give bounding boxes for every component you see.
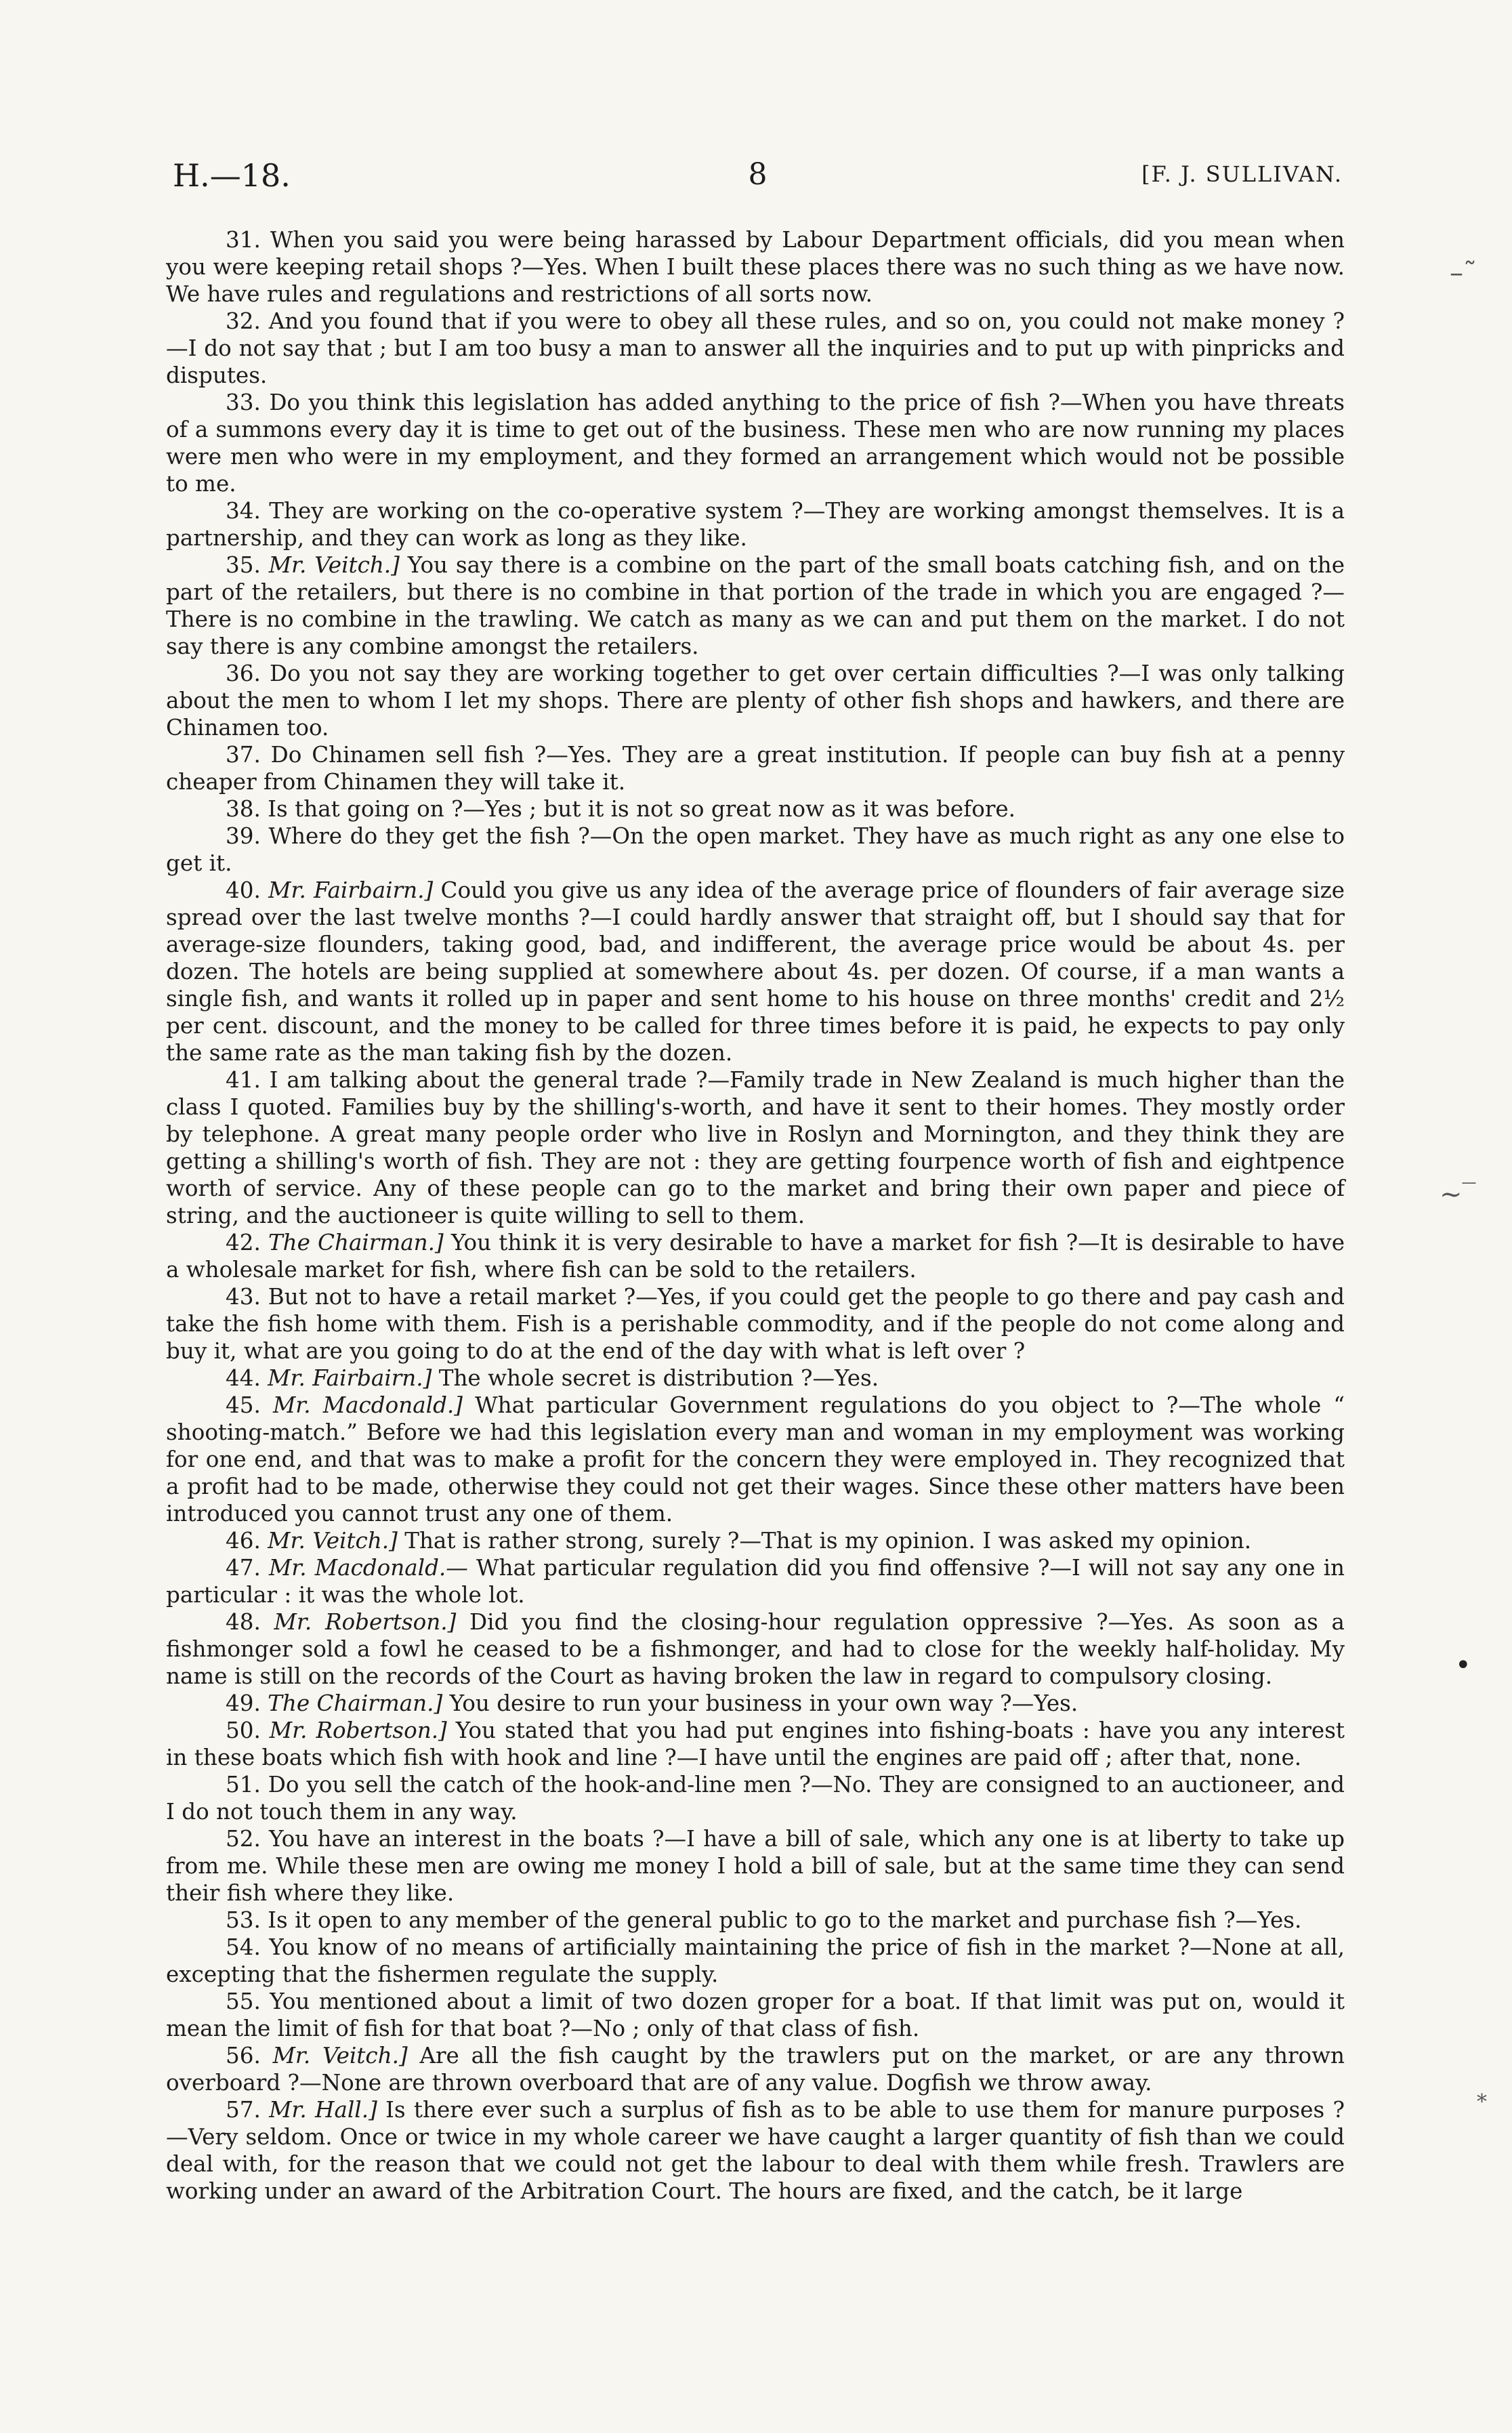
paragraph-text: The whole secret is distribution ?—Yes. (438, 1365, 879, 1391)
paragraph-text: You say there is a combine on the part of the small boats catching fish, and on the part of the retailers, but there is no combine in that portion of the trade in which you are engaged ?—There is no combine in the trawling. We catch as many as we can and put them on the market. I do not say there is any combine amongst the retailers. (166, 552, 1345, 659)
question-number: 43. (226, 1284, 268, 1310)
document-code: H.—18. (173, 157, 291, 194)
paragraph-text: But not to have a retail market ?—Yes, if you could get the people to go there and pay cash and take the fish home with them. Fish is a perishable commodity, and if the people do not come along and buy it, what are you going to do at the end of the day with what is left over ? (166, 1284, 1345, 1364)
evidence-paragraph (166, 2096, 1345, 2205)
evidence-paragraph (166, 1229, 1345, 1283)
paragraph-text: Do you sell the catch of the hook-and-line men ?—No. They are consigned to an auctioneer, and I do not touch them in any way. (166, 1772, 1345, 1825)
paragraph-text: When you said you were being harassed by Labour Department officials, did you mean when you were keeping retail shops ?—Yes. When I built these places there was no such thing as we have now. We have rules and regulations and restrictions of all sorts now. (166, 227, 1345, 307)
question-number: 32. (226, 308, 269, 334)
paragraph-text: What particular regulation did you find offensive ?—I will not say any one in particular : it was the whole lot. (166, 1555, 1345, 1608)
speaker-name: Mr. Fairbairn.] (268, 1365, 432, 1391)
evidence-paragraph (166, 823, 1345, 877)
question-number: 56. (226, 2043, 273, 2068)
paragraph-text: Is that going on ?—Yes ; but it is not so great now as it was before. (268, 796, 1016, 822)
paragraph-text: Where do they get the fish ?—On the open market. They have as much right as any one else to get it. (166, 823, 1345, 876)
paragraph-text: Do you not say they are working together to get over certain difficulties ?—I was only talking about the men to whom I let my shops. There are plenty of other fish shops and hawkers, and there are Chinamen too. (166, 661, 1345, 741)
evidence-paragraph (166, 1907, 1345, 1934)
speaker-name: Mr. Veitch.] (268, 552, 400, 578)
paragraph-text: Is it open to any member of the general public to go to the market and purchase fish ?—Yes. (268, 1907, 1302, 1933)
speaker-name: Mr. Robertson.] (274, 1609, 457, 1635)
question-number: 57. (226, 2097, 270, 2123)
question-number: 36. (226, 661, 270, 686)
evidence-paragraph (166, 308, 1345, 389)
evidence-paragraph (166, 1717, 1345, 1771)
question-number: 39. (226, 823, 269, 849)
margin-mark-icon: ~‾ (1440, 1179, 1476, 1210)
question-number: 55. (226, 1989, 270, 2014)
evidence-paragraph (166, 877, 1345, 1066)
evidence-paragraph (166, 1988, 1345, 2042)
evidence-paragraph (166, 1554, 1345, 1608)
evidence-paragraph (166, 1527, 1345, 1554)
evidence-paragraph (166, 1066, 1345, 1229)
question-number: 40. (226, 877, 269, 903)
evidence-paragraph (166, 660, 1345, 741)
evidence-text (166, 226, 1345, 2205)
question-number: 52. (226, 1826, 269, 1852)
margin-mark-icon: * (1477, 2090, 1487, 2114)
question-number: 54. (226, 1934, 270, 1960)
question-number: 44. (226, 1365, 268, 1391)
paragraph-text: You think it is very desirable to have a market for fish ?—It is desirable to have a wholesale market for fish, where fish can be sold to the retailers. (166, 1230, 1345, 1283)
paragraph-text: You know of no means of artificially maintaining the price of fish in the market ?—None at all, excepting that the fishermen regulate the supply. (166, 1934, 1345, 1987)
margin-mark-icon: –˜ (1450, 257, 1477, 289)
page-number: 8 (748, 157, 768, 192)
question-number: 31. (226, 227, 270, 253)
evidence-paragraph (166, 1392, 1345, 1527)
evidence-paragraph (166, 497, 1345, 552)
page-header (173, 157, 1343, 205)
speaker-name: Mr. Macdonald.— (268, 1555, 468, 1581)
question-number: 48. (226, 1609, 274, 1635)
paragraph-text: I am talking about the general trade ?—Family trade in New Zealand is much higher than the class I quoted. Families buy by the shilling's-worth, and have it sent to their homes. They mostly order by telephone. A great many people order who live in Roslyn and Mornington, and they think they are getting a shilling's worth of fish. They are not : they are getting fourpence worth of fish and eightpence worth of service. Any of these people can go to the market and bring their own paper and piece of string, and the auctioneer is quite willing to sell to them. (166, 1067, 1345, 1228)
margin-mark-icon: • (1455, 1650, 1471, 1681)
evidence-paragraph (166, 1771, 1345, 1825)
paragraph-text: Is there ever such a surplus of fish as to be able to use them for manure purposes ? —Very seldom. Once or twice in my whole career we have caught a larger quantity of fish than we could deal with, for the reason that we could not get the labour to deal with them while fresh. Trawlers are working under an award of the Arbitration Court. The hours are fixed, and the catch, be it large (166, 2097, 1345, 2204)
paragraph-text: You mentioned about a limit of two dozen groper for a boat. If that limit was put on, would it mean the limit of fish for that boat ?—No ; only of that class of fish. (166, 1989, 1345, 2041)
evidence-paragraph (166, 552, 1345, 660)
speaker-name: Mr. Fairbairn.] (268, 877, 434, 903)
question-number: 38. (226, 796, 268, 822)
paragraph-text: What particular Government regulations do you object to ?—The whole “ shooting-match.” Before we had this legislation every man and woman in my employment was working for one end, and that was to make a profit for the concern they were employed in. They recognized that a profit had to be made, otherwise they could not get their wages. Since these other matters have been introduced you cannot trust any one of them. (166, 1392, 1345, 1526)
evidence-paragraph (166, 1934, 1345, 1988)
question-number: 47. (226, 1555, 269, 1581)
question-number: 51. (226, 1772, 268, 1797)
evidence-paragraph (166, 741, 1345, 795)
question-number: 33. (226, 390, 270, 415)
evidence-paragraph (166, 1365, 1345, 1392)
question-number: 37. (226, 742, 271, 768)
witness-name: [F. J. SULLIVAN. (1141, 161, 1343, 187)
question-number: 34. (226, 498, 270, 524)
speaker-name: Mr. Veitch.] (272, 2043, 408, 2068)
paragraph-text: They are working on the co-operative system ?—They are working amongst themselves. It is a partnership, and they can work as long as they like. (166, 498, 1345, 551)
paragraph-text: You have an interest in the boats ?—I have a bill of sale, which any one is at liberty to take up from me. While these men are owing me money I hold a bill of sale, but at the same time they can send their fish where they like. (166, 1826, 1345, 1906)
paragraph-text: Are all the fish caught by the trawlers put on the market, or are any thrown overboard ?—None are thrown overboard that are of any value. Dogfish we throw away. (166, 2043, 1345, 2096)
paragraph-text: Could you give us any idea of the average price of flounders of fair average size spread over the last twelve months ?—I could hardly answer that straight off, but I should say that for average-size flounders, taking good, bad, and indifferent, the average price would be about 4s. per dozen. The hotels are being supplied at somewhere about 4s. per dozen. Of course, if a man wants a single fish, and wants it rolled up in paper and sent home to his house on three months' credit and 2½ per cent. discount, and the money to be called for three times before it is paid, he expects to pay only the same rate as the man taking fish by the dozen. (166, 877, 1345, 1066)
paragraph-text: That is rather strong, surely ?—That is my opinion. I was asked my opinion. (404, 1528, 1252, 1554)
speaker-name: Mr. Macdonald.] (272, 1392, 463, 1418)
evidence-paragraph (166, 389, 1345, 497)
evidence-paragraph (166, 1608, 1345, 1690)
question-number: 49. (226, 1690, 268, 1716)
question-number: 41. (226, 1067, 270, 1093)
question-number: 35. (226, 552, 269, 578)
question-number: 50. (226, 1718, 270, 1743)
speaker-name: Mr. Robertson.] (269, 1718, 447, 1743)
speaker-name: Mr. Hall.] (269, 2097, 377, 2123)
evidence-paragraph (166, 1825, 1345, 1907)
question-number: 53. (226, 1907, 268, 1933)
question-number: 45. (226, 1392, 273, 1418)
speaker-name: Mr. Veitch.] (268, 1528, 398, 1554)
paragraph-text: And you found that if you were to obey all these rules, and so on, you could not make money ? —I do not say that ; but I am too busy a man to answer all the inquiries and to put up with pinpricks and disputes. (166, 308, 1345, 388)
speaker-name: The Chairman.] (268, 1690, 443, 1716)
paragraph-text: Do you think this legislation has added anything to the price of fish ?—When you have threats of a summons every day it is time to get out of the business. These men who are now running my places were men who were in my employment, and they formed an arrangement which would not be possible to me. (166, 390, 1345, 497)
question-number: 46. (226, 1528, 268, 1554)
speaker-name: The Chairman.] (268, 1230, 444, 1255)
paragraph-text: Did you find the closing-hour regulation oppressive ?—Yes. As soon as a fishmonger sold a fowl he ceased to be a fishmonger, and had to close for the weekly half-holiday. My name is still on the records of the Court as having broken the law in regard to compulsory closing. (166, 1609, 1345, 1689)
evidence-paragraph (166, 2042, 1345, 2096)
question-number: 42. (226, 1230, 268, 1255)
paragraph-text: You desire to run your business in your own way ?—Yes. (449, 1690, 1078, 1716)
evidence-paragraph (166, 1690, 1345, 1717)
evidence-paragraph (166, 1283, 1345, 1365)
evidence-paragraph (166, 226, 1345, 308)
paragraph-text: You stated that you had put engines into fishing-boats : have you any interest in these boats which fish with hook and line ?—I have until the engines are paid off ; after that, none. (166, 1718, 1345, 1770)
paragraph-text: Do Chinamen sell fish ?—Yes. They are a great institution. If people can buy fish at a penny cheaper from Chinamen they will take it. (166, 742, 1345, 795)
evidence-paragraph (166, 795, 1345, 823)
